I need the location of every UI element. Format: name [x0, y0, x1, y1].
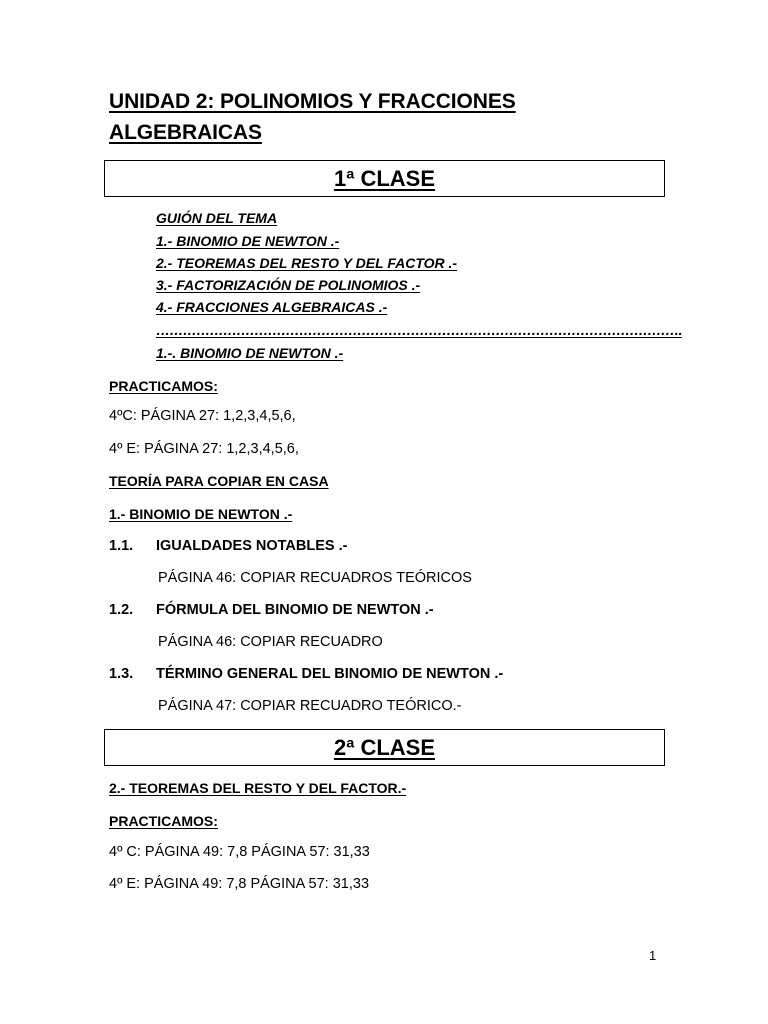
page-number: 1 [649, 948, 657, 963]
subsection-1-2-title: FÓRMULA DEL BINOMIO DE NEWTON .- [156, 602, 434, 618]
clase-1-heading-box [104, 160, 665, 197]
guion-current-section: 1.-. BINOMIO DE NEWTON .- [156, 345, 344, 361]
document-title-line2: ALGEBRAICAS [109, 121, 262, 144]
subsection-1-2-detail: PÁGINA 46: COPIAR RECUADRO [158, 634, 383, 650]
dotted-separator: ………………………………………………………………………………………………………. [156, 322, 682, 338]
subsection-1-1-title: IGUALDADES NOTABLES .- [156, 538, 348, 554]
clase-2-heading: 2ª CLASE [333, 734, 436, 760]
document-title-line1: UNIDAD 2: POLINOMIOS Y FRACCIONES [109, 90, 516, 113]
subsection-1-3-number: 1.3. [109, 666, 134, 682]
guion-item-1: 1.- BINOMIO DE NEWTON .- [156, 233, 340, 249]
teoria-heading: TEORÍA PARA COPIAR EN CASA [109, 473, 329, 489]
guion-item-2: 2.- TEOREMAS DEL RESTO Y DEL FACTOR .- [156, 255, 458, 271]
practice-line-4c: 4ºC: PÁGINA 27: 1,2,3,4,5,6, [109, 408, 296, 424]
clase-1-heading: 1ª CLASE [333, 165, 436, 191]
subsection-1-1-detail: PÁGINA 46: COPIAR RECUADROS TEÓRICOS [158, 570, 472, 586]
practice-line-4c-clase2: 4º C: PÁGINA 49: 7,8 PÁGINA 57: 31,33 [109, 844, 370, 860]
practicamos-heading-1: PRACTICAMOS: [109, 378, 218, 394]
subsection-1-2-number: 1.2. [109, 602, 134, 618]
section-2-heading: 2.- TEOREMAS DEL RESTO Y DEL FACTOR.- [109, 780, 407, 796]
section-1-heading: 1.- BINOMIO DE NEWTON .- [109, 506, 293, 522]
subsection-1-1-number: 1.1. [109, 538, 134, 554]
practice-line-4e: 4º E: PÁGINA 27: 1,2,3,4,5,6, [109, 441, 299, 457]
practicamos-heading-2: PRACTICAMOS: [109, 813, 218, 829]
guion-title: GUIÓN DEL TEMA [156, 210, 278, 226]
guion-item-3: 3.- FACTORIZACIÓN DE POLINOMIOS .- [156, 277, 421, 293]
guion-item-4: 4.- FRACCIONES ALGEBRAICAS .- [156, 299, 388, 315]
subsection-1-3-title: TÉRMINO GENERAL DEL BINOMIO DE NEWTON .- [156, 666, 504, 682]
practice-line-4e-clase2: 4º E: PÁGINA 49: 7,8 PÁGINA 57: 31,33 [109, 876, 370, 892]
subsection-1-3-detail: PÁGINA 47: COPIAR RECUADRO TEÓRICO.- [158, 698, 462, 714]
clase-2-heading-box [104, 729, 665, 766]
